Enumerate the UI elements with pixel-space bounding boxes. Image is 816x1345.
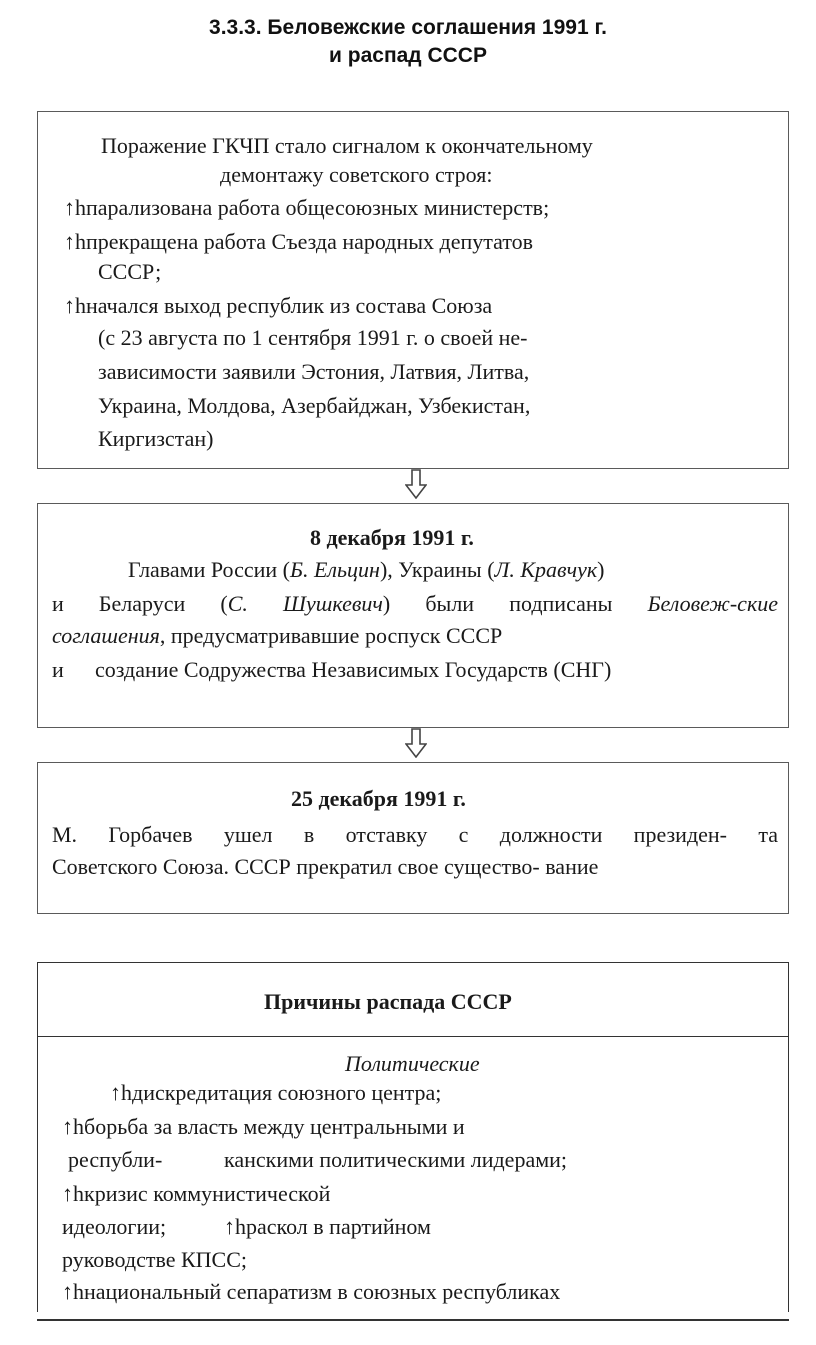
causes-line5b: ↑hраскол в партийном — [224, 1214, 431, 1239]
causes-line5a: идеологии; — [62, 1214, 167, 1239]
bottom-rule — [37, 1319, 789, 1321]
causes-line3a: республи- — [68, 1147, 163, 1172]
title-line-1: 3.3.3. Беловежские соглашения 1991 г. — [209, 16, 607, 39]
box2-line4b: создание Содружества Независимых Государств (СНГ) — [95, 657, 612, 682]
box2-line4a: и — [52, 657, 64, 682]
box1-item1: ↑hпарализована работа общесоюзных министерств; — [64, 195, 550, 220]
down-arrow-icon — [405, 728, 427, 758]
causes-line6: руководстве КПСС; — [62, 1247, 248, 1272]
box1-intro-line1: Поражение ГКЧП стало сигналом к окончательному — [101, 133, 593, 158]
box1-item3b: (с 23 августа по 1 сентября 1991 г. о своей не- — [98, 325, 528, 350]
causes-line3b: канскими политическими лидерами; — [224, 1147, 568, 1172]
down-arrow-icon — [405, 469, 427, 499]
box2-line2: и Беларуси (С. Шушкевич) были подписаны Беловеж-ские — [52, 591, 778, 616]
causes-header: Причины распада СССР — [264, 989, 512, 1014]
box1-item3d: Украина, Молдова, Азербайджан, Узбекистан, — [98, 393, 531, 418]
box1-intro-line2: демонтажу советского строя: — [220, 162, 493, 187]
box1-item2b: СССР; — [98, 259, 162, 284]
box2-date: 8 декабря 1991 г. — [310, 525, 474, 550]
causes-line2: ↑hборьба за власть между центральными и — [62, 1114, 465, 1139]
causes-line4: ↑hкризис коммунистической — [62, 1181, 331, 1206]
causes-subheader: Политические — [345, 1051, 480, 1076]
box-gkchp-defeat — [37, 111, 789, 469]
box1-item3a: ↑hначался выход республик из состава Союза — [64, 293, 493, 318]
causes-header-divider — [37, 1036, 789, 1037]
box3-line1: М. Горбачев ушел в отставку с должности президен- та — [52, 822, 778, 847]
box2-line1: Главами России (Б. Ельцин), Украины (Л. Кравчук) — [128, 557, 605, 582]
causes-line1: ↑hдискредитация союзного центра; — [110, 1080, 442, 1105]
box-gorbachev-resignation — [37, 762, 789, 914]
causes-line7: ↑hнациональный сепаратизм в союзных республиках — [62, 1279, 561, 1304]
box1-item3e: Киргизстан) — [98, 426, 214, 451]
page-title — [0, 14, 816, 70]
title-line-2: и распад СССР — [329, 44, 487, 67]
box3-line2: Советского Союза. СССР прекратил свое существо- вание — [52, 854, 599, 879]
box3-date: 25 декабря 1991 г. — [291, 786, 466, 811]
box1-item3c: зависимости заявили Эстония, Латвия, Литва, — [98, 359, 530, 384]
causes-table — [37, 962, 789, 1312]
box2-line3: соглашения, предусматривавшие роспуск СССР — [52, 623, 503, 648]
box1-item2a: ↑hпрекращена работа Съезда народных депутатов — [64, 229, 534, 254]
box-belovezh-accords — [37, 503, 789, 728]
